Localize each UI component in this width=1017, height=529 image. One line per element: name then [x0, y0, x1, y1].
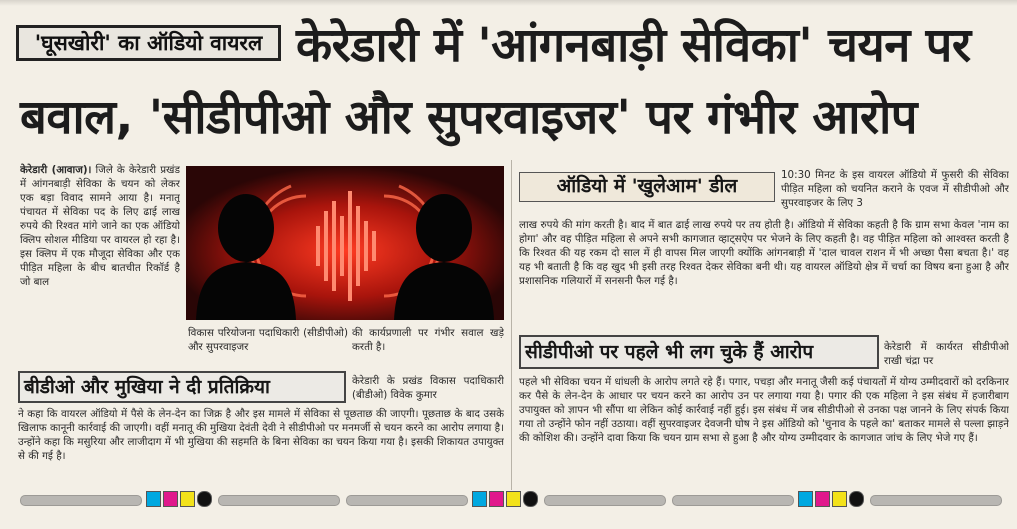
headline-line-1: केरेडारी में 'आंगनबाड़ी सेविका' चयन पर	[296, 18, 971, 73]
dateline: केरेडारी (आवाज)।	[20, 164, 92, 176]
registration-magenta	[815, 491, 830, 507]
subhead-box-bdo	[18, 371, 346, 403]
registration-black	[523, 491, 538, 507]
column-divider	[511, 160, 512, 490]
subhead-audio: ऑडियो में 'खुलेआम' डील	[556, 175, 738, 197]
cdpo-intro-paragraph: केरेडारी में कार्यरत सीडीपीओ राखी चंद्रा पर	[884, 341, 1009, 367]
registration-yellow	[180, 491, 195, 507]
registration-black	[197, 491, 212, 507]
audio-illustration-photo	[186, 166, 504, 320]
caption-left: विकास परियोजना पदाधिकारी (सीडीपीओ) और सुपरवाइजर	[188, 327, 348, 353]
silhouettes-soundwave-image	[186, 166, 504, 320]
registration-pill	[672, 495, 794, 506]
headline-line-2: बवाल, 'सीडीपीओ और सुपरवाइजर' पर गंभीर आरोप	[20, 90, 917, 145]
subhead-bdo: बीडीओ और मुखिया ने दी प्रतिक्रिया	[24, 376, 270, 398]
lead-paragraph	[20, 163, 180, 359]
registration-pill	[346, 495, 468, 506]
registration-cyan	[146, 491, 161, 507]
subhead-box-audio	[519, 172, 775, 202]
registration-pill	[218, 495, 340, 506]
subhead-box-cdpo	[519, 335, 879, 369]
registration-black	[849, 491, 864, 507]
registration-magenta	[163, 491, 178, 507]
registration-cyan	[472, 491, 487, 507]
audio-paragraph: लाख रुपये की मांग करती है। बाद में बात ढाई लाख रुपये पर तय होती है। ऑडियो में सेविका कहती है कि ग्राम सभा केवल 'नाम का होगा' और वह पीड़ित महिला से अपने सभी कागजात व्हाट्सऐप पर भेजने के लिए कहती है। वह पीड़ित महिला को आश्वस्त करती है कि रिश्वत की यह रकम दो साल में ही वापस मिल जाएगी क्योंकि आंगनबाड़ी में 'दाल चावल राशन में भी अच्छा पैसा बचता है।' वह यह भी बताती है कि वह खुद भी इसी तरह रिश्वत देकर सेविका बनी थी। यह वायरल ऑडियो क्षेत्र में चर्चा का विषय बना हुआ है और प्रशासनिक गलियारों में सनसनी फैल गई है।	[519, 219, 1009, 287]
bdo-intro-paragraph: केरेडारी के प्रखंड विकास पदाधिकारी (बीडीओ) विवेक कुमार	[352, 375, 504, 401]
caption-right: की कार्यप्रणाली पर गंभीर सवाल खड़े करती है।	[352, 327, 504, 353]
cdpo-paragraph: पहले भी सेविका चयन में धांधली के आरोप लगते रहे हैं। पगार, पचड़ा और मनातू जैसी कई पंचायतों में योग्य उम्मीदवारों को दरकिनार कर पैसे के लेन-देन के आधार पर चयन करने का आरोप उन पर लगाया गया है। पगार की एक महिला ने इस संबंध में हजारीबाग उपायुक्त को ज्ञापन भी सौंपा था लेकिन कोई कार्रवाई नहीं हुई। इस संबंध में जब सीडीपीओ से उनका पक्ष जानने के लिए संपर्क किया गया तो उन्होंने फोन नहीं उठाया। वहीं सुपरवाइजर देवजनी घोष ने इस ऑडियो को 'चुनाव के पहले का' बताकर मामले से पल्ला झाड़ने की कोशिश की। उन्होंने दावा किया कि चयन ग्राम सभा से हुआ है और योग्य उम्मीदवार के कागजात जांच के लिए भेजे गए हैं।	[519, 376, 1009, 444]
top-rule	[0, 0, 1017, 6]
registration-yellow	[506, 491, 521, 507]
registration-pill	[870, 495, 1002, 506]
kicker-box: 'घूसखोरी' का ऑडियो वायरल	[16, 25, 281, 61]
registration-magenta	[489, 491, 504, 507]
print-registration-bar	[0, 488, 1017, 508]
subhead-cdpo: सीडीपीओ पर पहले भी लग चुके हैं आरोप	[525, 341, 814, 363]
registration-pill	[20, 495, 142, 506]
lead-text: जिले के केरेडारी प्रखंड में आंगनबाड़ी सेविका के चयन को लेकर एक बड़ा विवाद सामने आया है। मनातू पंचायत में सेविका पद के लिए ढाई लाख रुपये की रिश्वत मांगे जाने का एक ऑडियो क्लिप सोशल मीडिया पर वायरल हो रहा है। इस क्लिप में एक मौजूदा सेविका और एक पीड़ित महिला के बीच बातचीत रिकॉर्ड है जो बाल	[20, 164, 180, 288]
bdo-paragraph: ने कहा कि वायरल ऑडियो में पैसे के लेन-देन का जिक्र है और इस मामले में सेविका से पूछताछ की जाएगी। पूछताछ के बाद उसके खिलाफ कानूनी कार्रवाई की जाएगी। वहीं मनातू की मुखिया देवंती देवी ने सीडीपीओ पर मनमर्जी से चयन करने का आरोप लगाया है। उन्होंने कहा कि मसुरिया और लाजीदाग में भी मुखिया की सहमति के बिना सेविका का चयन किया गया है। इसकी शिकायत उपायुक्त से की गई है।	[18, 408, 504, 462]
registration-pill	[544, 495, 666, 506]
registration-yellow	[832, 491, 847, 507]
audio-intro-paragraph: 10:30 मिनट के इस वायरल ऑडियो में फुसरी की सेविका पीड़ित महिला को चयनित कराने के एवज में सीडीपीओ और सुपरवाइजर के लिए 3	[781, 169, 1009, 209]
registration-cyan	[798, 491, 813, 507]
